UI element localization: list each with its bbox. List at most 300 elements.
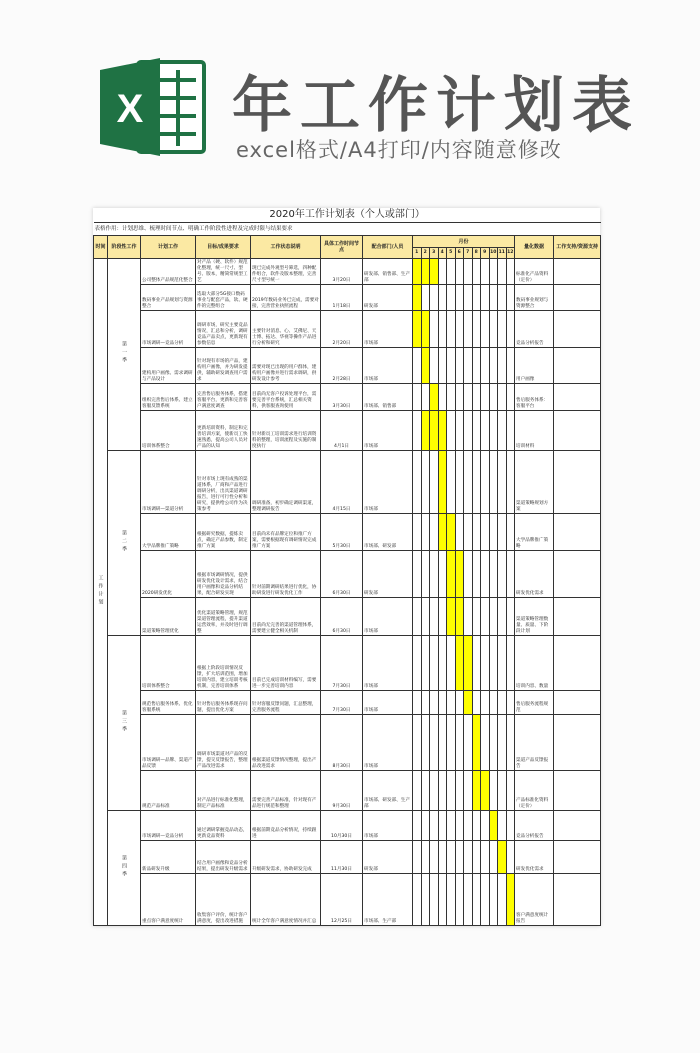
gantt-cell-month-3 xyxy=(430,636,439,691)
gantt-cell-month-12 xyxy=(506,691,515,715)
plan-cell: 培训体系整合 xyxy=(141,411,196,451)
gantt-cell-month-4 xyxy=(438,598,447,636)
gantt-cell-month-7 xyxy=(464,598,473,636)
status-cell: 调研准备，初步确定调研渠道，整理调研报告 xyxy=(251,451,321,514)
gantt-bar-month-6 xyxy=(455,551,464,598)
deadline-cell: 3月30日 xyxy=(321,384,363,411)
gantt-cell-month-1 xyxy=(413,451,422,514)
gantt-cell-month-9 xyxy=(481,411,490,451)
status-cell: 根据渠道反馈情况整理，提出产品改进需求 xyxy=(251,715,321,771)
gantt-cell-month-6 xyxy=(455,514,464,551)
gantt-cell-month-9 xyxy=(481,811,490,841)
gantt-bar-month-4 xyxy=(438,514,447,551)
support-cell xyxy=(554,811,601,841)
gantt-cell-month-8 xyxy=(472,451,481,514)
status-cell: 目前尚无客户投诉处理平台，需要完善平台系统，汇总相关资料，供客服查询使用 xyxy=(251,384,321,411)
quarter-label: 第一季 xyxy=(121,341,127,365)
gantt-cell-month-12 xyxy=(506,514,515,551)
gantt-cell-month-3 xyxy=(430,841,439,874)
gantt-cell-month-4 xyxy=(438,841,447,874)
quant-cell: 研发优化需求 xyxy=(515,551,554,598)
plan-cell: 2020研发优化 xyxy=(141,551,196,598)
plan-cell: 市场调研—竞品分析 xyxy=(141,311,196,348)
gantt-cell-month-1 xyxy=(413,384,422,411)
gantt-bar-month-5 xyxy=(447,551,456,598)
dept-cell: 市场部 xyxy=(363,691,413,715)
deadline-cell: 4月1日 xyxy=(321,411,363,451)
plan-cell: 培训体系整合 xyxy=(141,636,196,691)
gantt-cell-month-11 xyxy=(498,636,507,691)
support-cell xyxy=(554,259,601,285)
gantt-bar-month-5 xyxy=(447,514,456,551)
gantt-cell-month-3 xyxy=(430,551,439,598)
status-cell: 目前尚无完善的渠道管理体系，需要建立健全相关机制 xyxy=(251,598,321,636)
gantt-cell-month-12 xyxy=(506,636,515,691)
status-cell: 需要对现已出现的用户群体，建构用户画像并进行需求调研，供研发设计参考 xyxy=(251,348,321,384)
gantt-cell-month-6 xyxy=(455,874,464,926)
deadline-cell: 6月30日 xyxy=(321,598,363,636)
gantt-cell-month-12 xyxy=(506,348,515,384)
gantt-cell-month-3 xyxy=(430,811,439,841)
month-header-10: 10 xyxy=(489,248,498,259)
side-label: 工作计划 xyxy=(97,574,104,607)
table-row xyxy=(94,636,601,691)
gantt-cell-month-5 xyxy=(447,874,456,926)
goal-cell: 结合用户画像和竞品分析结果，提出研发升级需求 xyxy=(196,841,251,874)
gantt-cell-month-3 xyxy=(430,771,439,811)
dept-cell: 市场部 xyxy=(363,715,413,771)
deadline-cell: 2月20日 xyxy=(321,311,363,348)
gantt-bar-month-2 xyxy=(421,411,430,451)
status-cell: 主要针对消息、心、艾佛尼、天士博、拓达、华视等操作产品进行分析和研究 xyxy=(251,311,321,348)
goal-cell: 针对现有市场的产品，建构用户画像，并为研发提供，辅助研发调查用户需求 xyxy=(196,348,251,384)
dept-cell: 市场部 xyxy=(363,411,413,451)
gantt-cell-month-2 xyxy=(421,715,430,771)
gantt-cell-month-1 xyxy=(413,514,422,551)
status-cell: 统计全年客户满意度情况并汇总 xyxy=(251,874,321,926)
gantt-cell-month-5 xyxy=(447,691,456,715)
dept-cell: 市场部、研发部 xyxy=(363,514,413,551)
quant-cell: 渠道产品反馈报告 xyxy=(515,715,554,771)
gantt-cell-month-4 xyxy=(438,715,447,771)
gantt-bar-month-4 xyxy=(438,411,447,451)
deadline-cell: 9月30日 xyxy=(321,771,363,811)
gantt-cell-month-11 xyxy=(498,259,507,285)
gantt-bar-month-8 xyxy=(472,715,481,771)
gantt-cell-month-9 xyxy=(481,551,490,598)
header-stage: 阶段性工作 xyxy=(108,236,141,259)
dept-cell: 市场部 xyxy=(363,598,413,636)
gantt-cell-month-2 xyxy=(421,551,430,598)
gantt-cell-month-5 xyxy=(447,451,456,514)
gantt-cell-month-3 xyxy=(430,348,439,384)
gantt-cell-month-3 xyxy=(430,874,439,926)
dept-cell: 研发部 xyxy=(363,285,413,311)
support-cell xyxy=(554,691,601,715)
gantt-cell-month-10 xyxy=(489,259,498,285)
plan-cell: 建构用户画像、需求调研与产品设计 xyxy=(141,348,196,384)
status-cell: 升级研发需求，协助研发完成 xyxy=(251,841,321,874)
gantt-cell-month-9 xyxy=(481,259,490,285)
gantt-cell-month-4 xyxy=(438,874,447,926)
goal-cell: 调研市场，研究主要竞品情况，汇总和分析，调研竞品产品卖点，更新现有参数信息 xyxy=(196,311,251,348)
deadline-cell: 3月20日 xyxy=(321,259,363,285)
table-row xyxy=(94,874,601,926)
gantt-cell-month-2 xyxy=(421,691,430,715)
quant-cell: 客户满意度统计报告 xyxy=(515,874,554,926)
gantt-cell-month-10 xyxy=(489,514,498,551)
gantt-cell-month-10 xyxy=(489,451,498,514)
gantt-cell-month-7 xyxy=(464,841,473,874)
gantt-cell-month-1 xyxy=(413,551,422,598)
spreadsheet xyxy=(93,208,600,926)
month-header-9: 9 xyxy=(481,248,490,259)
gantt-cell-month-1 xyxy=(413,771,422,811)
month-header-2: 2 xyxy=(421,248,430,259)
gantt-cell-month-6 xyxy=(455,771,464,811)
gantt-cell-month-8 xyxy=(472,259,481,285)
gantt-cell-month-5 xyxy=(447,259,456,285)
gantt-cell-month-9 xyxy=(481,841,490,874)
gantt-cell-month-12 xyxy=(506,811,515,841)
quant-cell: 渠道策略管理数量、质量、下阶段计划 xyxy=(515,598,554,636)
deadline-cell: 1月18日 xyxy=(321,285,363,311)
quant-cell: 用户画像 xyxy=(515,348,554,384)
gantt-cell-month-9 xyxy=(481,874,490,926)
goal-cell: 选取大部分5G接口数码事业与配套产品，软、硬件的完整组合 xyxy=(196,285,251,311)
goal-cell: 优化渠道策略管理，规范渠道管理流程，提升渠道运营效率，并及时进行调整 xyxy=(196,598,251,636)
gantt-bar-month-4 xyxy=(438,451,447,514)
gantt-cell-month-1 xyxy=(413,636,422,691)
gantt-cell-month-7 xyxy=(464,715,473,771)
gantt-cell-month-11 xyxy=(498,311,507,348)
month-header-5: 5 xyxy=(447,248,456,259)
plan-cell: 市场调研—渠道分析 xyxy=(141,451,196,514)
gantt-cell-month-10 xyxy=(489,411,498,451)
gantt-cell-month-5 xyxy=(447,811,456,841)
gantt-cell-month-1 xyxy=(413,715,422,771)
gantt-cell-month-9 xyxy=(481,598,490,636)
gantt-cell-month-7 xyxy=(464,551,473,598)
gantt-cell-month-7 xyxy=(464,384,473,411)
gantt-cell-month-1 xyxy=(413,411,422,451)
support-cell xyxy=(554,411,601,451)
goal-cell: 根据上阶段培训情况反馈，扩大培训范围，增加培训内容，建立培训考核机制，完善培训体系 xyxy=(196,636,251,691)
hero-title: 年工作计划表 xyxy=(232,71,640,141)
gantt-cell-month-8 xyxy=(472,411,481,451)
status-cell: 目前已完成培训材料编写，需要进一步完善培训内容 xyxy=(251,636,321,691)
gantt-cell-month-10 xyxy=(489,598,498,636)
gantt-cell-month-10 xyxy=(489,715,498,771)
table-row xyxy=(94,715,601,771)
gantt-cell-month-5 xyxy=(447,771,456,811)
plan-cell: 公司整体产品规范化整合 xyxy=(141,259,196,285)
quant-cell: 数码事业规划与资源整合 xyxy=(515,285,554,311)
gantt-cell-month-8 xyxy=(472,636,481,691)
goal-cell: 完善售后服务体系，搭建客服平台，更新和完善客户满意度调查 xyxy=(196,384,251,411)
gantt-cell-month-8 xyxy=(472,598,481,636)
table-row xyxy=(94,411,601,451)
gantt-cell-month-12 xyxy=(506,715,515,771)
table-row xyxy=(94,259,601,285)
goal-cell: 更新培训资料，制定和完善培训方案，使新员工快速熟悉，提高公司人员对产品的认知 xyxy=(196,411,251,451)
gantt-cell-month-11 xyxy=(498,598,507,636)
gantt-cell-month-6 xyxy=(455,384,464,411)
deadline-cell: 12月25日 xyxy=(321,874,363,926)
support-cell xyxy=(554,451,601,514)
gantt-cell-month-4 xyxy=(438,259,447,285)
gantt-cell-month-6 xyxy=(455,691,464,715)
gantt-cell-month-6 xyxy=(455,259,464,285)
gantt-cell-month-12 xyxy=(506,551,515,598)
gantt-cell-month-4 xyxy=(438,691,447,715)
deadline-cell: 7月30日 xyxy=(321,691,363,715)
gantt-cell-month-5 xyxy=(447,348,456,384)
support-cell xyxy=(554,841,601,874)
gantt-bar-month-7 xyxy=(464,636,473,691)
gantt-cell-month-12 xyxy=(506,411,515,451)
support-cell xyxy=(554,551,601,598)
gantt-cell-month-3 xyxy=(430,311,439,348)
deadline-cell: 8月30日 xyxy=(321,715,363,771)
table-row xyxy=(94,285,601,311)
status-cell: 需要完善产品标准，针对现有产品进行规范和整理 xyxy=(251,771,321,811)
sheet-title: 2020年工作计划表（个人或部门） xyxy=(269,209,425,220)
status-cell: 根据前期竞品分析情况，持续跟进 xyxy=(251,811,321,841)
deadline-cell: 10月30日 xyxy=(321,811,363,841)
gantt-cell-month-7 xyxy=(464,311,473,348)
table-row xyxy=(94,598,601,636)
month-header-3: 3 xyxy=(430,248,439,259)
gantt-cell-month-8 xyxy=(472,551,481,598)
quant-cell: 售后服务体系：客服平台 xyxy=(515,384,554,411)
gantt-bar-month-7 xyxy=(464,691,473,715)
gantt-cell-month-8 xyxy=(472,874,481,926)
quant-cell: 研发优化需求 xyxy=(515,841,554,874)
gantt-cell-month-8 xyxy=(472,514,481,551)
quant-cell: 培训材料 xyxy=(515,411,554,451)
gantt-cell-month-7 xyxy=(464,874,473,926)
gantt-cell-month-3 xyxy=(430,598,439,636)
quant-cell: 竞品分析报告 xyxy=(515,311,554,348)
gantt-bar-month-2 xyxy=(421,311,430,348)
goal-cell: 对产品（硬、软件）规范化整理，统一尺寸、型号、版本，精简常规型工艺 xyxy=(196,259,251,285)
dept-cell: 市场部 xyxy=(363,811,413,841)
gantt-cell-month-2 xyxy=(421,771,430,811)
plan-cell: 数码事业产品规划与资源整合 xyxy=(141,285,196,311)
gantt-cell-month-2 xyxy=(421,514,430,551)
gantt-bar-month-6 xyxy=(455,636,464,691)
gantt-cell-month-1 xyxy=(413,841,422,874)
goal-cell: 根据市场调研情况，提供研发优化设计需求，结合用户画像和竞品分析结果，配合研发实现 xyxy=(196,551,251,598)
excel-logo-icon xyxy=(100,58,206,156)
gantt-cell-month-9 xyxy=(481,715,490,771)
plan-cell: 市场调研—竞品分析 xyxy=(141,811,196,841)
gantt-cell-month-1 xyxy=(413,691,422,715)
gantt-cell-month-2 xyxy=(421,874,430,926)
gantt-cell-month-10 xyxy=(489,636,498,691)
support-cell xyxy=(554,285,601,311)
support-cell xyxy=(554,636,601,691)
status-cell: 针对新员工培训需求进行培训资料的整理，培训流程及实施的制度执行 xyxy=(251,411,321,451)
gantt-cell-month-12 xyxy=(506,771,515,811)
gantt-cell-month-10 xyxy=(489,874,498,926)
dept-cell: 市场部 xyxy=(363,451,413,514)
svg-text:X: X xyxy=(116,87,144,131)
month-header-12: 12 xyxy=(506,248,515,259)
gantt-cell-month-11 xyxy=(498,384,507,411)
table-row xyxy=(94,691,601,715)
deadline-cell: 2月28日 xyxy=(321,348,363,384)
support-cell xyxy=(554,311,601,348)
month-header-8: 8 xyxy=(472,248,481,259)
gantt-cell-month-3 xyxy=(430,691,439,715)
gantt-cell-month-4 xyxy=(438,551,447,598)
gantt-cell-month-2 xyxy=(421,285,430,311)
gantt-cell-month-10 xyxy=(489,384,498,411)
table-row xyxy=(94,311,601,348)
quant-cell: 渠道策略规划方案 xyxy=(515,451,554,514)
quant-cell: 大学品牌推广策略 xyxy=(515,514,554,551)
plan-cell: 渠道策略管理优化 xyxy=(141,598,196,636)
gantt-bar-month-3 xyxy=(430,384,439,411)
plan-cell: 规范售后服务体系、优化客服系统 xyxy=(141,691,196,715)
gantt-cell-month-4 xyxy=(438,311,447,348)
status-cell: 2019年数码业务已完成，需要对接，完善营业执照流程 xyxy=(251,285,321,311)
gantt-cell-month-11 xyxy=(498,451,507,514)
header-plan: 计划工作 xyxy=(141,236,196,259)
gantt-bar-month-12 xyxy=(506,874,515,926)
dept-cell: 市场部 xyxy=(363,636,413,691)
gantt-cell-month-4 xyxy=(438,636,447,691)
gantt-cell-month-7 xyxy=(464,514,473,551)
deadline-cell: 11月30日 xyxy=(321,841,363,874)
plan-cell: 新品研发升级 xyxy=(141,841,196,874)
support-cell xyxy=(554,874,601,926)
header-months: 月份 xyxy=(413,236,515,248)
work-plan-table xyxy=(93,208,601,926)
table-row xyxy=(94,771,601,811)
gantt-cell-month-2 xyxy=(421,636,430,691)
gantt-cell-month-6 xyxy=(455,411,464,451)
dept-cell: 研发部 xyxy=(363,841,413,874)
gantt-cell-month-7 xyxy=(464,348,473,384)
gantt-cell-month-7 xyxy=(464,811,473,841)
gantt-cell-month-10 xyxy=(489,348,498,384)
status-cell: 现已完成外观型号筛选，四种配件组合，软件及版本整理，完善尺寸型号统一 xyxy=(251,259,321,285)
gantt-cell-month-5 xyxy=(447,636,456,691)
goal-cell: 根据研究数据，提炼卖点，确定产品参数，制定推广方案 xyxy=(196,514,251,551)
gantt-cell-month-7 xyxy=(464,451,473,514)
gantt-cell-month-6 xyxy=(455,285,464,311)
gantt-cell-month-7 xyxy=(464,771,473,811)
gantt-cell-month-6 xyxy=(455,348,464,384)
deadline-cell: 7月30日 xyxy=(321,636,363,691)
gantt-cell-month-10 xyxy=(489,841,498,874)
quarter-label: 第四季 xyxy=(121,854,127,879)
gantt-cell-month-11 xyxy=(498,715,507,771)
table-row xyxy=(94,514,601,551)
dept-cell: 市场部、生产部 xyxy=(363,874,413,926)
quarter-cell xyxy=(108,636,141,811)
month-header-7: 7 xyxy=(464,248,473,259)
gantt-cell-month-7 xyxy=(464,411,473,451)
gantt-cell-month-12 xyxy=(506,384,515,411)
gantt-bar-month-11 xyxy=(498,841,507,874)
support-cell xyxy=(554,715,601,771)
gantt-bar-month-6 xyxy=(455,598,464,636)
gantt-cell-month-7 xyxy=(464,285,473,311)
gantt-bar-month-10 xyxy=(489,811,498,841)
table-row xyxy=(94,811,601,841)
gantt-bar-month-1 xyxy=(413,285,422,311)
header-quant: 量化数据 xyxy=(515,236,554,259)
gantt-cell-month-11 xyxy=(498,811,507,841)
goal-cell: 对产品进行标准化整理，制定产品标准 xyxy=(196,771,251,811)
side-label-cell xyxy=(94,259,108,926)
header-time: 时间 xyxy=(94,236,108,259)
dept-cell: 市场部 xyxy=(363,348,413,384)
gantt-cell-month-5 xyxy=(447,715,456,771)
support-cell xyxy=(554,348,601,384)
gantt-cell-month-9 xyxy=(481,636,490,691)
gantt-cell-month-11 xyxy=(498,411,507,451)
gantt-cell-month-3 xyxy=(430,514,439,551)
month-header-1: 1 xyxy=(413,248,422,259)
hero-subtitle: excel格式/A4打印/内容随意修改 xyxy=(236,138,562,162)
gantt-cell-month-8 xyxy=(472,841,481,874)
plan-cell: 市场调研—品牌、渠道产品反馈 xyxy=(141,715,196,771)
gantt-cell-month-6 xyxy=(455,811,464,841)
quarter-cell xyxy=(108,259,141,451)
gantt-cell-month-10 xyxy=(489,771,498,811)
gantt-cell-month-12 xyxy=(506,259,515,285)
quarter-cell xyxy=(108,451,141,636)
gantt-cell-month-3 xyxy=(430,715,439,771)
gantt-cell-month-5 xyxy=(447,841,456,874)
gantt-cell-month-4 xyxy=(438,384,447,411)
support-cell xyxy=(554,771,601,811)
gantt-cell-month-9 xyxy=(481,384,490,411)
dept-cell: 市场部 xyxy=(363,311,413,348)
gantt-cell-month-3 xyxy=(430,285,439,311)
gantt-cell-month-12 xyxy=(506,451,515,514)
month-header-11: 11 xyxy=(498,248,507,259)
quant-cell: 标准化产品资料（定价） xyxy=(515,259,554,285)
gantt-cell-month-7 xyxy=(464,259,473,285)
header-support: 工作支持/资源支持 xyxy=(554,236,601,259)
sheet-description: 表格作用：计划思维、梳理时间节点、明确工作阶段性进程及完成时限与结果要求 xyxy=(94,223,601,236)
gantt-cell-month-10 xyxy=(489,691,498,715)
header-status: 工作状态说明 xyxy=(251,236,321,259)
gantt-cell-month-10 xyxy=(489,311,498,348)
gantt-cell-month-4 xyxy=(438,285,447,311)
gantt-cell-month-4 xyxy=(438,771,447,811)
gantt-cell-month-11 xyxy=(498,771,507,811)
gantt-bar-month-1 xyxy=(413,311,422,348)
goal-cell: 针对市场上现有成熟的渠道体系，厂商和产品进行调研分析，出具渠道调研报告，进行可行性分析和研究，提供给公司作为决策参考 xyxy=(196,451,251,514)
quarter-label: 第三季 xyxy=(121,709,127,734)
gantt-cell-month-9 xyxy=(481,311,490,348)
table-row xyxy=(94,551,601,598)
table-row xyxy=(94,384,601,411)
gantt-cell-month-9 xyxy=(481,691,490,715)
gantt-cell-month-8 xyxy=(472,691,481,715)
gantt-cell-month-8 xyxy=(472,285,481,311)
table-row xyxy=(94,841,601,874)
deadline-cell: 6月30日 xyxy=(321,551,363,598)
dept-cell: 市场部、销售部 xyxy=(363,384,413,411)
